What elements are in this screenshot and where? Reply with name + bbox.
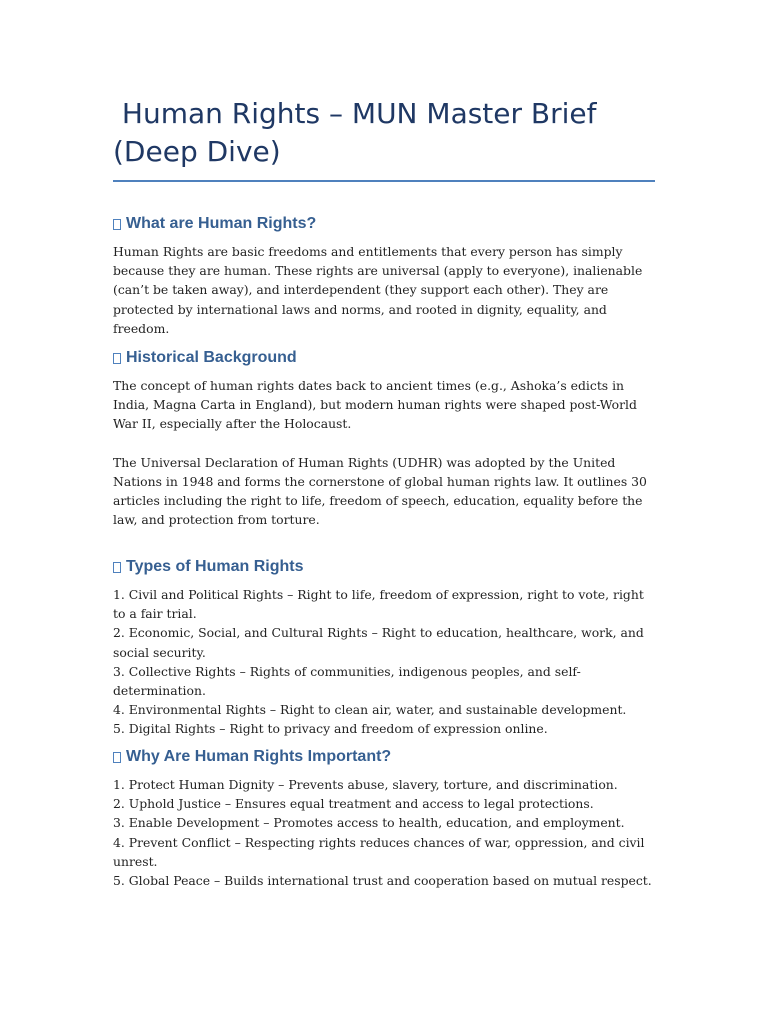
missing-glyph-icon (113, 353, 121, 364)
missing-glyph-icon (113, 562, 121, 573)
list-item: 5. Global Peace – Builds international trust and cooperation based on mutual respect. (113, 873, 652, 889)
missing-glyph-icon (113, 752, 121, 763)
list-item: 1. Civil and Political Rights – Right to life, freedom of expression, right to vote, right to a fair trial. (113, 587, 644, 622)
paragraph: The concept of human rights dates back to ancient times (e.g., Ashoka’s edicts in India, Magna Carta in England), but modern human rights were shaped post-World War II, especially after the Holocaust. (113, 378, 637, 432)
document-title: Human Rights – MUN Master Brief (Deep Dive) (113, 97, 606, 168)
list-item: 2. Uphold Justice – Ensures equal treatment and access to legal protections. (113, 796, 594, 812)
list-item: 1. Protect Human Dignity – Prevents abuse, slavery, torture, and discrimination. (113, 777, 618, 792)
list-item: 4. Environmental Rights – Right to clean air, water, and sustainable development. (113, 702, 627, 718)
section-heading-text: Why Are Human Rights Important? (126, 748, 392, 765)
paragraph: The Universal Declaration of Human Rights (UDHR) was adopted by the United Nations in 1948 and forms the cornerstone of global human rights law. It outlines 30 articles including the right to life, freedom of speech, education, equality before the law, and protection from torture. (113, 454, 647, 528)
paragraph: Human Rights are basic freedoms and entitlements that every person has simply because they are human. These rights are universal (apply to everyone), inalienable (can’t be taken away), and interdependent (they support each other). They are protected by international laws and norms, and rooted in dignity, equality, and freedom. (113, 244, 643, 336)
section-heading (113, 555, 658, 579)
section-heading-text: Historical Background (126, 349, 297, 366)
section-heading (113, 346, 658, 370)
list-item: 4. Prevent Conflict – Respecting rights reduces chances of war, oppression, and civil unrest. (113, 834, 645, 869)
list-item: 5. Digital Rights – Right to privacy and freedom of expression online. (113, 721, 548, 737)
section-why-are-human-rights-important (113, 745, 658, 890)
section-heading-text: What are Human Rights? (126, 215, 317, 232)
section-what-are-human-rights (113, 212, 658, 338)
section-heading (113, 745, 658, 769)
title-underline (113, 180, 655, 182)
section-heading (113, 212, 658, 236)
list-item: 3. Enable Development – Promotes access to health, education, and employment. (113, 815, 625, 831)
section-heading-text: Types of Human Rights (126, 558, 304, 575)
missing-glyph-icon (113, 219, 121, 230)
section-historical-background (113, 346, 658, 529)
section-types-of-human-rights (113, 555, 658, 739)
list-item: 2. Economic, Social, and Cultural Rights – Right to education, healthcare, work, and social security. (113, 625, 644, 660)
list-item: 3. Collective Rights – Rights of communities, indigenous peoples, and self-determination. (113, 663, 581, 699)
